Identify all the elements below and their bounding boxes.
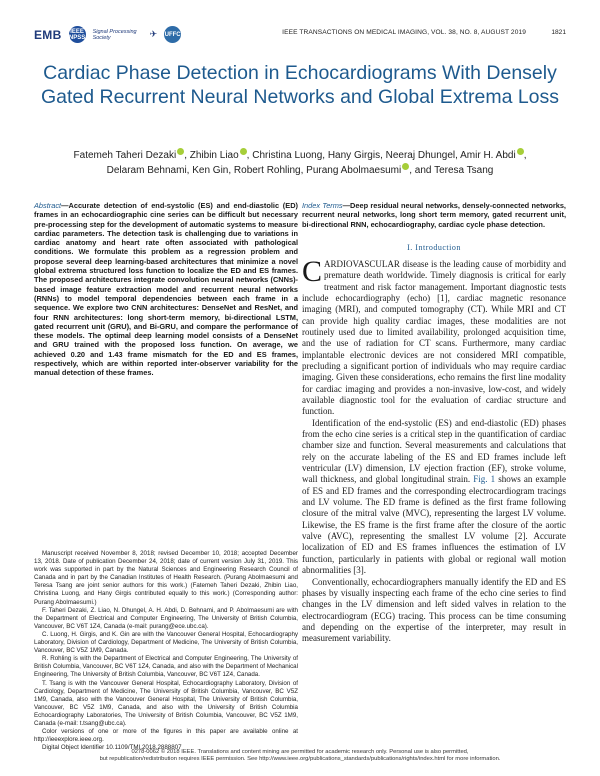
paragraph-text: Identification of the end-systolic (ES) and end-diastolic (ED) phases from the echo cine series is a critical step in the quantification of cardiac chamber size and function. Several measurements and calculations that rely on the accurate labeling of the ES and ED frames include left ventricular (LV) dimension, LV ejection fraction (EF), stroke volume, wall thickness, and global longitudinal strain.	[302, 417, 566, 485]
author-name: Fatemeh Taheri Dezaki	[73, 150, 177, 161]
abstract: Abstract—Accurate detection of end-systolic (ES) and end-diastolic (ED) frames in an echocardiographic cine series can be difficult but necessary pre-processing step for the development of automatic systems to measure cardiac parameters. The detection task is challenging due to variations in cardiac anatomy and heart rate often associated with pathological conditions. We formulate this problem as a regression problem and propose several deep learning-based architectures that minimize a novel global extrema structured loss function to localize the ED and ES frames. The proposed architectures integrate convolution neural networks (CNNs)-based image feature extraction model and recurrent neural networks (RNNs) to model temporal dependencies between each frame in a sequence. We explore two CNN architectures: DenseNet and ResNet, and four RNN architectures: long short-term memory, bi-directional LSTM, gated recurrent unit (GRU), and Bi-GRU, and compare the performance of these models. The optimal deep learning model consists of a DenseNet and GRU trained with the proposed loss function. On average, we achieved 0.20 and 1.43 frame mismatch for the ED and ES frames, respectively, which are within reported inter-observer variability for the manual detection of these frames.	[34, 201, 298, 378]
paragraph-text: ARDIOVASCULAR disease is the leading cause of morbidity and premature death worldwide. Timely diagnosis is critical for early treatment and risk factor management. Important diagnostic tests include echocardiography (echo) [1], cardiac magnetic resonance imaging (MRI), and computed tomography (CT). While MRI and CT can provide high quality cardiac images, these modalities are not routinely used due to limited availability, prolonged acquisition time, and the use of radiation for CT scans. Furthermore, many cardiac implantable electronic devices are not considered MRI compatible, precluding a significant portion of individuals who may require cardiac imaging. Given these considerations, echo remains the first line modality for cardiac imaging and provides a non-invasive, low-cost, and widely available diagnostic tool for the evaluation of cardiac structure and function.	[302, 258, 566, 417]
figure-link[interactable]: Fig. 1	[473, 474, 496, 485]
paragraph-text: shows an example of ES and ED frames and the corresponding electrocardiogram tracings and LV volume. The ED frame is defined as the first frame following closure of the mitral valve (MVC), representing the largest LV volume. Likewise, the ES frame is the first frame after the closure of the aortic valve (AVC), representing the smallest LV volume [2]. Accurate localization of ED and ES frames influences the estimation of LV function, particularly in patients with global or regional wall motion abnormalities [3].	[302, 474, 567, 576]
right-column	[302, 201, 566, 645]
footnote-affiliation: C. Luong, H. Girgis, and K. Gin are with the Vancouver General Hospital, Echocardiography Laboratory, Division of Cardiology, Department of Medicine, The University of British Columbia, Vancouver, BC V5Z 1M9, Canada.	[34, 630, 298, 655]
author-names: , Christina Luong, Hany Girgis, Neeraj Dhungel, Amir H. Abdi	[246, 150, 516, 161]
author-list: Fatemeh Taheri Dezaki , Zhibin Liao , Christina Luong, Hany Girgis, Neeraj Dhungel, Amir H. Abdi , Delaram Behnami, Ken Gin, Robert Rohling, Purang Abolmaesumi , and Teresa Tsang	[73, 150, 527, 176]
author-names: Delaram Behnami, Ken Gin, Robert Rohling, Purang Abolmaesumi	[106, 165, 402, 176]
index-terms-label: Index Terms	[302, 201, 343, 210]
footnote-affiliation: F. Taheri Dezaki, Z. Liao, N. Dhungel, A. H. Abdi, D. Behnami, and P. Abolmaesumi are with the Department of Electrical and Computer Engineering, The University of British Columbia, Vancouver, BC V6T 1Z4, Canada (e-mail: purang@ece.ubc.ca).	[34, 606, 298, 630]
copyright-line: 0278-0062 © 2018 IEEE. Translations and content mining are permitted for academic research only. Personal use is also permitted,	[131, 749, 469, 755]
uffc-logo: UFFC	[164, 26, 181, 43]
abstract-label: Abstract	[34, 201, 62, 210]
running-header	[34, 26, 566, 46]
paper-title: Cardiac Phase Detection in Echocardiograms With Densely Gated Recurrent Neural Networks and Global Extrema Loss	[40, 62, 560, 108]
page-number: 1821	[551, 29, 566, 36]
index-terms: Index Terms—Deep residual neural networks, densely-connected networks, recurrent neural networks, long short term memory, gated recurrent unit, bi-directional RNN, echocardiography, cardiac cycle phase detection.	[302, 201, 566, 229]
paragraph	[302, 577, 566, 645]
copyright-notice	[34, 749, 566, 764]
journal-citation: IEEE TRANSACTIONS ON MEDICAL IMAGING, VOL. 38, NO. 8, AUGUST 2019	[282, 29, 526, 36]
left-column	[34, 201, 298, 378]
orcid-icon[interactable]	[517, 148, 524, 155]
introduction-body	[302, 254, 567, 645]
author-name: Zhibin Liao	[189, 150, 239, 161]
emb-logo: EMB	[34, 27, 62, 42]
author-names: , and Teresa Tsang	[409, 165, 494, 176]
footnote-manuscript: Manuscript received November 8, 2018; revised December 10, 2018; accepted December 13, 2018. Date of publication December 24, 2018; date of current version July 31, 2019. This work was supported in part by the Natural Sciences and Engineering Research Council of Canada and in part by the Canadian Institutes of Health Research. (Purang Abolmaesumi and Teresa Tsang are joint senior authors for this work.) (Fatemeh Taheri Dezaki, Zhibin Liao, Christina Luong, and Hany Girgis contributed equally to this work.) (Corresponding author: Purang Abolmaesumi.)	[34, 550, 298, 606]
footnotes	[34, 550, 298, 752]
orcid-icon[interactable]	[240, 148, 247, 155]
society-logos	[34, 26, 181, 43]
drop-cap: C	[302, 254, 323, 288]
footnote-doi: Digital Object Identifier 10.1109/TMI.2018.2888807	[42, 744, 182, 752]
footnote-color-versions: Color versions of one or more of the figures in this paper are available online at http://ieeexplore.ieee.org.	[34, 728, 298, 744]
ieee-npss-logo: IEEE NPSS	[69, 26, 86, 43]
abstract-text: Accurate detection of end-systolic (ES) and end-diastolic (ED) frames in an echocardiographic cine series can be difficult but necessary pre-processing step for the development of automatic systems to measure cardiac parameters. The detection task is challenging due to variations in cardiac anatomy and heart rate often associated with pathological conditions. We formulate this problem as a regression problem and propose several deep learning-based architectures that minimize a novel global extrema structured loss function to localize the ED and ES frames. The proposed architectures integrate convolution neural networks (CNNs)-based image feature extraction model and recurrent neural networks (RNNs) to model temporal dependencies between each frame in a sequence. We explore two CNN architectures: DenseNet and ResNet, and four RNN architectures: long short-term memory, bi-directional LSTM, gated recurrent unit (GRU), and Bi-GRU, and compare the performance of these models. The optimal deep learning model consists of a DenseNet and GRU trained with the proposed loss function. On average, we achieved 0.20 and 1.43 frame mismatch for the ED and ES frames, respectively, which are within reported inter-observer variability for the manual detection of these frames.	[34, 201, 298, 378]
footnote-affiliation: R. Rohling is with the Department of Electrical and Computer Engineering, The University of British Columbia, Vancouver, BC V6T 1Z4, Canada, and also with the Department of Mechanical Engineering, The University of British Columbia, Vancouver, BC V6T 1Z4, Canada.	[34, 655, 298, 679]
paragraph	[302, 418, 566, 577]
signal-processing-society-logo: Signal Processing Society	[92, 28, 137, 41]
copyright-line: but republication/redistribution requires IEEE permission. See http://www.ieee.org/publications_standards/publications/rights/index.html for more information.	[99, 756, 501, 763]
footnote-affiliation: T. Tsang is with the Vancouver General Hospital, Echocardiography Laboratory, Division of Cardiology, Department of Medicine, The University of British Columbia, Vancouver, BC V5Z 1M9, Canada, also with the Vancouver General Hospital, The University of British Columbia, Vancouver, BC V5Z 1M9, Canada, and also with the University of British Columbia Echocardiography Laboratories, The University of British Columbia, Vancouver, BC V5Z 1M9, Canada (e-mail: t.tsang@ubc.ca).	[34, 679, 298, 727]
paragraph-text: Conventionally, echocardiographers manually identify the ED and ES phases by visually inspecting each frame of the echo cine series to find changes in the LV dimension and left sided valves in relation to the electrocardiogram (ECG) tracing. This process can be time consuming and depending on the expertise of the interpreter, may result in measurement variability.	[302, 576, 566, 644]
section-heading: I. Introduction	[407, 242, 461, 252]
airplane-icon: ✈	[149, 29, 158, 39]
index-terms-text: Deep residual neural networks, densely-connected networks, recurrent neural networks, long short term memory, gated recurrent unit, bi-directional RNN, echocardiography, cardiac cycle phase detection.	[302, 201, 566, 229]
orcid-icon[interactable]	[177, 148, 184, 155]
paragraph	[302, 254, 566, 418]
